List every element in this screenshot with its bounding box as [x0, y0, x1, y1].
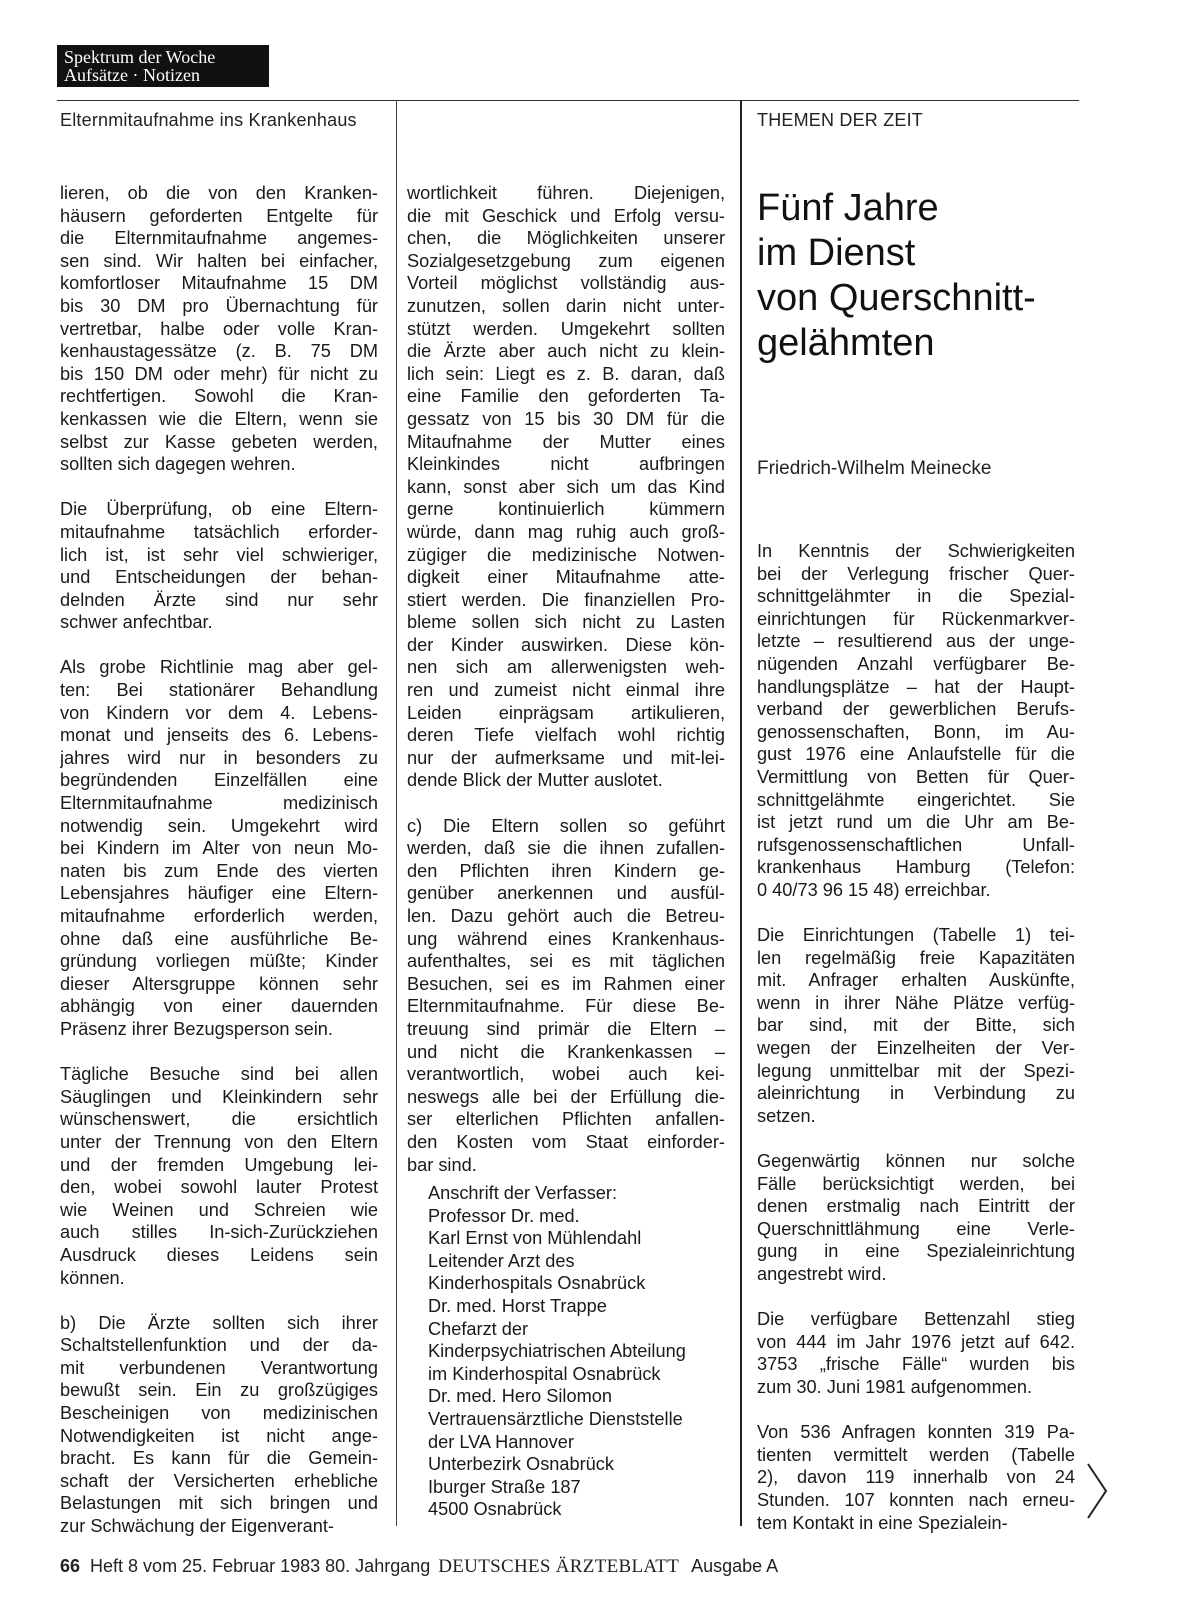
text-line: ist jetzt rund um die Uhr am Be-	[757, 812, 1075, 833]
text-line: lich ist, ist sehr viel schwieriger,	[60, 544, 378, 565]
text-line: chen, die Möglichkeiten unserer	[407, 228, 725, 249]
text-line: Die Überprüfung, ob eine Eltern-	[60, 499, 378, 520]
text-line: krankenhaus Hamburg (Telefon:	[757, 857, 1075, 878]
text-line: dieser Altersgruppe können sehr	[60, 973, 378, 994]
text-line: rechtfertigen. Sowohl die Kran-	[60, 386, 378, 407]
text-line: gerne kontinuierlich kümmern	[407, 499, 725, 520]
text-line: gessatz von 15 bis 30 DM für die	[407, 408, 725, 429]
text-line: einrichtungen für Rückenmarkver-	[757, 608, 1075, 629]
text-line: häusern geforderten Entgelte für	[60, 205, 378, 226]
text-line: 3753 „frische Fälle“ wurden bis	[757, 1354, 1075, 1375]
title-line: Fünf Jahre	[757, 187, 939, 229]
text-line: den, wobei sowohl lauter Protest	[60, 1177, 378, 1198]
address-line: Dr. med. Hero Silomon	[428, 1386, 612, 1407]
top-rule	[57, 100, 1079, 101]
text-line: verantwortlich, wobei auch kei-	[407, 1064, 725, 1085]
text-line: komfortloser Mitaufnahme 15 DM	[60, 273, 378, 294]
text-line: deren Tiefe vielfach wohl richtig	[407, 725, 725, 746]
section-header-box	[57, 45, 269, 87]
text-line: kenkassen wie die Eltern, wenn sie	[60, 408, 378, 429]
text-column-1	[60, 182, 378, 1560]
text-line: angestrebt wird.	[757, 1264, 887, 1284]
text-line: bewußt sein. Ein zu großzügiges	[60, 1380, 378, 1401]
text-line: len. Dazu gehört auch die Betreu-	[407, 906, 725, 926]
text-line: rufsgenossenschaftlichen Unfall-	[757, 834, 1075, 855]
text-line: Ausdruck dieses Leidens sein	[60, 1244, 378, 1265]
text-line: Die verfügbare Bettenzahl stieg	[757, 1309, 1075, 1330]
page-footer	[60, 1556, 778, 1578]
text-line: den Kosten vom Staat einforder-	[407, 1131, 725, 1152]
text-line: Sozialgesetzgebung zum eigenen	[407, 250, 725, 271]
text-line: ohne daß eine ausführliche Be-	[60, 928, 378, 949]
text-line: auch stilles In-sich-Zurückziehen	[60, 1222, 378, 1243]
text-line: Als grobe Richtlinie mag aber gel-	[60, 657, 378, 678]
text-line: abhängig von einer dauernden	[60, 996, 378, 1017]
section-header-line1: Spektrum der Woche	[64, 47, 216, 67]
text-line: Präsenz ihrer Bezugsperson sein.	[60, 1018, 333, 1039]
text-line: schwer anfechtbar.	[60, 612, 213, 633]
text-line: bei Kindern im Alter von neun Mo-	[60, 838, 378, 859]
text-line: wegen der Einzelheiten der Ver-	[757, 1038, 1075, 1059]
paragraph	[60, 656, 378, 1040]
text-line: wie Weinen und Schreien wie	[60, 1199, 378, 1220]
text-line: lich sein: Liegt es z. B. daran, daß	[407, 363, 725, 384]
text-line: ser elterlichen Pflichten anfallen-	[407, 1109, 725, 1130]
text-line: Belastungen mit sich bringen und	[60, 1493, 378, 1514]
text-line: vertretbar, halbe oder volle Kran-	[60, 318, 378, 339]
text-line: von Kindern vor dem 4. Lebens-	[60, 702, 378, 723]
text-line: wünschenswert, die ersichtlich	[60, 1109, 378, 1130]
text-line: nügenden Anzahl verfügbarer Be-	[757, 653, 1075, 674]
paragraph	[407, 815, 725, 1177]
address-line: Kinderhospitals Osnabrück	[428, 1273, 646, 1294]
text-line: naten bis zum Ende des vierten	[60, 860, 378, 881]
title-line: gelähmten	[757, 322, 935, 364]
text-line: zügiger die medizinische Notwen-	[407, 544, 725, 565]
journal-name: DEUTSCHES ÄRZTEBLATT	[438, 1556, 680, 1577]
text-line: zum 30. Juni 1981 aufgenommen.	[757, 1376, 1033, 1397]
text-line: die mit Geschick und Erfolg versu-	[407, 205, 725, 226]
text-line: handlungsplätze – hat der Haupt-	[757, 676, 1075, 697]
text-line: können.	[60, 1267, 125, 1288]
text-line: jahres wird nur in besonders zu	[60, 747, 378, 768]
address-line: Karl Ernst von Mühlendahl	[428, 1228, 642, 1249]
text-line: eine Familie den geforderten Ta-	[407, 386, 725, 407]
text-line: und nicht die Krankenkassen –	[407, 1041, 725, 1062]
text-line: wenn in ihrer Nähe Plätze verfüg-	[757, 992, 1075, 1013]
text-line: und der fremden Umgebung lei-	[60, 1154, 378, 1175]
text-line: würde, dann mag ruhig auch groß-	[407, 521, 725, 542]
running-head-right: THEMEN DER ZEIT	[757, 110, 924, 130]
text-line: 0 40/73 96 15 48) erreichbar.	[757, 879, 991, 900]
text-line: Vermittlung von Betten für Quer-	[757, 766, 1075, 787]
text-line: die Ärzte aber auch nicht zu klein-	[407, 341, 725, 362]
paragraph	[60, 182, 378, 476]
address-line: Unterbezirk Osnabrück	[428, 1454, 614, 1475]
text-line: treuung sind primär die Eltern –	[407, 1018, 725, 1039]
text-line: Elternmitaufnahme medizinisch	[60, 793, 378, 814]
column-rule-1	[396, 100, 397, 1526]
paragraph	[60, 1063, 378, 1289]
text-line: aufenthaltes, sei es mit täglichen	[407, 951, 725, 972]
text-line: ung während eines Krankenhaus-	[407, 928, 725, 949]
text-line: 2), davon 119 innerhalb von 24	[757, 1467, 1075, 1488]
text-line: von 444 im Jahr 1976 jetzt auf 642.	[757, 1331, 1075, 1352]
text-line: Säuglingen und Kleinkindern sehr	[60, 1086, 378, 1107]
text-line: mitaufnahme tatsächlich erforder-	[60, 521, 378, 542]
text-line: mitaufnahme erforderlich werden,	[60, 906, 378, 926]
article-title	[757, 186, 1036, 366]
text-line: bleme sollen sich nicht zu Lasten	[407, 612, 725, 633]
text-line: Die Einrichtungen (Tabelle 1) tei-	[757, 925, 1075, 946]
text-line: len regelmäßig freie Kapazitäten	[757, 947, 1075, 968]
text-line: schaft der Versicherten erhebliche	[60, 1470, 378, 1491]
text-line: Vorteil möglichst vollständig aus-	[407, 273, 725, 294]
page-number: 66	[60, 1556, 81, 1576]
text-line: mit. Anfrager erhalten Auskünfte,	[757, 970, 1075, 991]
text-line: genossenschaften, Bonn, im Au-	[757, 721, 1075, 742]
text-line: Von 536 Anfragen konnten 319 Pa-	[757, 1422, 1075, 1443]
text-line: bracht. Es kann für die Gemein-	[60, 1448, 378, 1469]
text-line: c) Die Eltern sollen so geführt	[407, 815, 725, 836]
text-line: die Elternmitaufnahme angemes-	[60, 228, 378, 249]
text-line: mit verbundenen Verantwortung	[60, 1357, 378, 1378]
title-line: im Dienst	[757, 232, 916, 274]
text-line: letzte – resultierend aus der unge-	[757, 631, 1075, 652]
text-line: selbst zur Kasse gebeten werden,	[60, 431, 378, 452]
text-line: stiert werden. Die finanziellen Pro-	[407, 589, 725, 610]
text-line: aleinrichtung in Verbindung zu	[757, 1083, 1075, 1104]
text-line: Schaltstellenfunktion und der da-	[60, 1335, 378, 1356]
text-line: Leiden einprägsam artikulieren,	[407, 702, 725, 723]
text-line: Bescheinigen von medizinischen	[60, 1403, 378, 1424]
address-line: im Kinderhospital Osnabrück	[428, 1363, 661, 1384]
text-line: zunutzen, sollen darin nicht unter-	[407, 295, 725, 316]
text-line: monat und jenseits des 6. Lebens-	[60, 725, 378, 746]
paragraph	[757, 924, 1075, 1127]
paragraph	[60, 1312, 378, 1538]
text-line: Mitaufnahme der Mutter eines	[407, 431, 725, 452]
address-line: Dr. med. Horst Trappe	[428, 1295, 607, 1316]
text-line: sollten sich dagegen wehren.	[60, 454, 296, 475]
text-line: gründung vorliegen müßte; Kinder	[60, 951, 378, 972]
paragraph	[757, 1308, 1075, 1398]
text-line: der Kinder auswirken. Diese kön-	[407, 634, 725, 655]
text-line: Besuchen, sei es im Rahmen einer	[407, 973, 725, 994]
title-line: von Querschnitt-	[757, 277, 1036, 319]
text-line: kann, sonst aber sich um das Kind	[407, 476, 725, 497]
text-line: nen sich am allerwenigsten weh-	[407, 657, 725, 678]
text-line: bis 150 DM oder mehr) für nicht zu	[60, 363, 378, 384]
text-line: den Pflichten ihren Kindern ge-	[407, 860, 725, 881]
text-line: stützt werden. Umgekehrt sollten	[407, 318, 725, 339]
address-line: der LVA Hannover	[428, 1431, 574, 1452]
text-line: ten: Bei stationärer Behandlung	[60, 680, 378, 701]
text-line: lieren, ob die von den Kranken-	[60, 183, 378, 203]
text-line: gung in eine Spezialeinrichtung	[757, 1241, 1075, 1262]
column-rule-2	[740, 100, 742, 1526]
address-line: 4500 Osnabrück	[428, 1499, 562, 1520]
text-column-3	[757, 540, 1075, 1557]
text-line: Notwendigkeiten ist nicht ange-	[60, 1425, 378, 1446]
text-line: notwendig sein. Umgekehrt wird	[60, 815, 378, 836]
text-line: setzen.	[757, 1105, 816, 1126]
text-line: tienten vermittelt werden (Tabelle	[757, 1444, 1075, 1465]
text-line: schnittgelähmte eingerichtet. Sie	[757, 789, 1075, 810]
text-line: bar sind, mit der Bitte, sich	[757, 1015, 1075, 1036]
text-line: delnden Ärzte sind nur sehr	[60, 589, 378, 610]
text-line: und Entscheidungen der behan-	[60, 567, 378, 588]
text-line: kenhaustagessätze (z. B. 75 DM	[60, 341, 378, 362]
address-line: Anschrift der Verfasser:	[428, 1183, 618, 1203]
paragraph	[757, 540, 1075, 902]
text-line: Gegenwärtig können nur solche	[757, 1151, 1075, 1172]
text-line: bis 30 DM pro Übernachtung für	[60, 295, 378, 316]
text-line: werden, daß sie die ihnen zufallen-	[407, 838, 725, 859]
text-line: bar sind.	[407, 1154, 477, 1175]
text-line: Elternmitaufnahme. Für diese Be-	[407, 996, 725, 1017]
text-line: begründenden Einzelfällen eine	[60, 770, 378, 791]
text-line: Fälle berücksichtigt werden, bei	[757, 1173, 1075, 1194]
text-line: unter der Trennung von den Eltern	[60, 1131, 378, 1152]
address-line: Professor Dr. med.	[428, 1205, 580, 1226]
text-line: ren und zumeist nicht einmal ihre	[407, 680, 725, 701]
text-line: Tägliche Besuche sind bei allen	[60, 1064, 378, 1085]
author-address	[428, 1182, 728, 1521]
text-line: digkeit einer Mitaufnahme atte-	[407, 567, 725, 588]
text-column-2	[407, 182, 725, 1199]
text-line: genüber anerkennen und ausfül-	[407, 883, 725, 904]
text-line: Querschnittlähmung eine Verle-	[757, 1218, 1075, 1239]
issue-info: Heft 8 vom 25. Februar 1983 80. Jahrgang	[90, 1556, 431, 1576]
article-author: Friedrich-Wilhelm Meinecke	[757, 458, 992, 479]
text-line: Stunden. 107 konnten nach erneu-	[757, 1489, 1075, 1510]
address-line: Kinderpsychiatrischen Abteilung	[428, 1341, 686, 1362]
text-line: denen erstmalig nach Eintritt der	[757, 1196, 1075, 1217]
edition: Ausgabe A	[691, 1556, 779, 1576]
text-line: dende Blick der Mutter auslotet.	[407, 770, 663, 791]
paragraph	[757, 1150, 1075, 1286]
address-line: Iburger Straße 187	[428, 1476, 581, 1497]
paragraph	[757, 1421, 1075, 1534]
text-line: zur Schwächung der Eigenverant-	[60, 1516, 334, 1537]
text-line: schnittgelähmter in die Spezial-	[757, 586, 1075, 607]
text-line: Lebensjahres häufiger eine Eltern-	[60, 883, 378, 904]
paragraph	[407, 182, 725, 792]
text-line: legung unmittelbar mit der Spezi-	[757, 1060, 1075, 1081]
text-line: neswegs alle bei der Erfüllung die-	[407, 1086, 725, 1107]
paragraph	[60, 498, 378, 634]
continue-arrow-icon	[1086, 1462, 1108, 1525]
section-header-line2: Aufsätze · Notizen	[64, 65, 200, 85]
text-line: nur der aufmerksame und mit-lei-	[407, 747, 725, 768]
text-line: tem Kontakt in eine Spezialein-	[757, 1512, 1008, 1533]
text-line: sen sind. Wir halten bei einfacher,	[60, 250, 378, 271]
text-line: verband der gewerblichen Berufs-	[757, 699, 1075, 720]
address-line: Leitender Arzt des	[428, 1250, 575, 1271]
text-line: wortlichkeit führen. Diejenigen,	[407, 183, 725, 203]
text-line: In Kenntnis der Schwierigkeiten	[757, 541, 1075, 561]
text-line: Kleinkindes nicht aufbringen	[407, 454, 725, 475]
address-line: Vertrauensärztliche Dienststelle	[428, 1408, 683, 1429]
address-line: Chefarzt der	[428, 1318, 529, 1339]
text-line: gust 1976 eine Anlaufstelle für die	[757, 744, 1075, 765]
text-line: b) Die Ärzte sollten sich ihrer	[60, 1312, 378, 1333]
running-head-left: Elternmitaufnahme ins Krankenhaus	[60, 110, 357, 130]
text-line: bei der Verlegung frischer Quer-	[757, 563, 1075, 584]
